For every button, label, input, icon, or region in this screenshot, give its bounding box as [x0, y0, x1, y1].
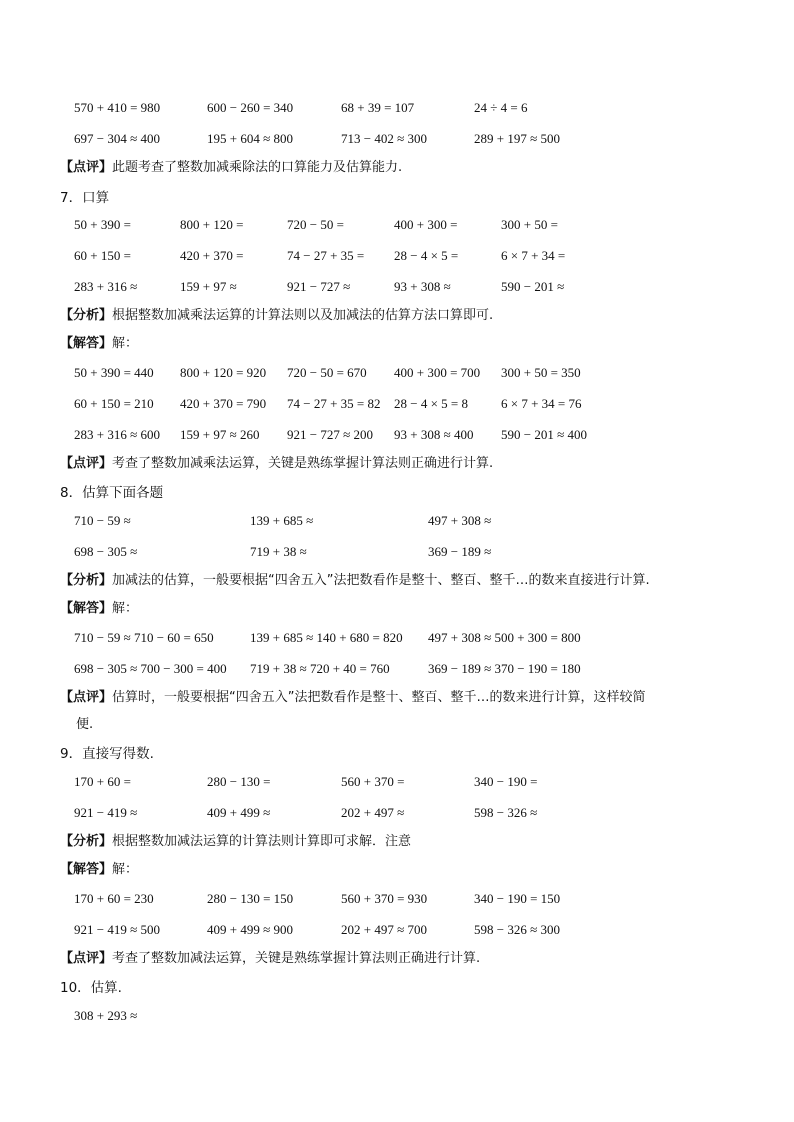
equation: 202 + 497 ≈ 700: [341, 922, 427, 937]
review-tag: 【点评】: [60, 160, 113, 175]
q8-title: 8．估算下面各题: [60, 485, 164, 501]
review-tag: 【点评】: [60, 690, 113, 705]
review-text: 估算时，一般要根据“四舍五入”法把数看作是整十、整百、整千…的数来进行计算，这样较简: [112, 690, 646, 705]
problem: 560 + 370 =: [341, 774, 405, 789]
problem: 921 − 727 ≈: [287, 279, 351, 294]
q9-analysis: [60, 830, 760, 854]
equation: 697 − 304 ≈ 400: [74, 131, 160, 146]
equation: 800 + 120 = 920: [180, 365, 267, 380]
solution-tag: 【解答】: [60, 862, 113, 877]
q9-title: 9．直接写得数.: [60, 746, 154, 762]
problem: 28 − 4 × 5 =: [394, 248, 459, 263]
equation: 420 + 370 = 790: [180, 396, 267, 411]
q9-problem-row-1: [60, 770, 760, 794]
problem: 280 − 130 =: [207, 774, 271, 789]
review-text: 此题考查了整数加减乘除法的口算能力及估算能力.: [112, 160, 403, 175]
equation: 698 − 305 ≈ 700 − 300 = 400: [74, 661, 227, 676]
equation: 400 + 300 = 700: [394, 365, 481, 380]
problem: 590 − 201 ≈: [501, 279, 565, 294]
problem: 74 − 27 + 35 =: [287, 248, 365, 263]
q6-answer-row-2: [60, 127, 760, 151]
problem: 202 + 497 ≈: [341, 805, 405, 820]
equation: 74 − 27 + 35 = 82: [287, 396, 381, 411]
review-text: 考查了整数加减乘法运算，关键是熟练掌握计算法则正确进行计算.: [112, 456, 494, 471]
problem: 340 − 190 =: [474, 774, 538, 789]
problem: 139 + 685 ≈: [250, 513, 314, 528]
q9-review: [60, 947, 760, 971]
problem: 420 + 370 =: [180, 248, 244, 263]
equation: 289 + 197 ≈ 500: [474, 131, 560, 146]
q7-analysis: [60, 304, 760, 328]
q8-analysis: [60, 569, 760, 593]
q7-title: 7．口算: [60, 190, 110, 206]
analysis-tag: 【分析】: [60, 308, 113, 323]
equation: 713 − 402 ≈ 300: [341, 131, 427, 146]
q8-answer-row-2: [60, 657, 760, 681]
equation: 409 + 499 ≈ 900: [207, 922, 293, 937]
analysis-text: 根据整数加减乘法运算的计算法则以及加减法的估算方法口算即可.: [112, 308, 494, 323]
equation: 24 ÷ 4 = 6: [474, 100, 528, 115]
equation: 560 + 370 = 930: [341, 891, 428, 906]
q9-problem-row-2: [60, 801, 760, 825]
q7-answer-row-3: [60, 423, 760, 447]
q10-title: 10．估算.: [60, 980, 122, 996]
problem: 60 + 150 =: [74, 248, 131, 263]
analysis-text: 根据整数加减法运算的计算法则计算即可求解．注意: [112, 834, 412, 849]
q7-answer-row-1: [60, 361, 760, 385]
q7-review: [60, 452, 760, 476]
problem: 719 + 38 ≈: [250, 544, 307, 559]
problem: 598 − 326 ≈: [474, 805, 538, 820]
equation: 497 + 308 ≈ 500 + 300 = 800: [428, 630, 581, 645]
q7-answer-row-2: [60, 392, 760, 416]
equation: 139 + 685 ≈ 140 + 680 = 820: [250, 630, 403, 645]
q8-answer-row-1: [60, 626, 760, 650]
problem: 710 − 59 ≈: [74, 513, 131, 528]
q8-solution-label: [60, 597, 760, 621]
equation: 598 − 326 ≈ 300: [474, 922, 560, 937]
equation: 283 + 316 ≈ 600: [74, 427, 160, 442]
problem: 170 + 60 =: [74, 774, 131, 789]
equation: 93 + 308 ≈ 400: [394, 427, 474, 442]
equation: 60 + 150 = 210: [74, 396, 154, 411]
problem: 720 − 50 =: [287, 217, 344, 232]
problem: 497 + 308 ≈: [428, 513, 492, 528]
problem: 283 + 316 ≈: [74, 279, 138, 294]
equation: 280 − 130 = 150: [207, 891, 294, 906]
q10-problem-row-1: [60, 1004, 760, 1028]
problem: 300 + 50 =: [501, 217, 558, 232]
problem: 369 − 189 ≈: [428, 544, 492, 559]
q8-review-continued: 便.: [76, 717, 94, 732]
equation: 570 + 410 = 980: [74, 100, 161, 115]
equation: 921 − 727 ≈ 200: [287, 427, 373, 442]
problem: 308 + 293 ≈: [74, 1008, 138, 1023]
equation: 50 + 390 = 440: [74, 365, 154, 380]
equation: 710 − 59 ≈ 710 − 60 = 650: [74, 630, 214, 645]
q9-answer-row-1: [60, 887, 760, 911]
problem: 698 − 305 ≈: [74, 544, 138, 559]
equation: 600 − 260 = 340: [207, 100, 294, 115]
q8-problem-row-1: [60, 509, 760, 533]
analysis-text: 加减法的估算，一般要根据“四舍五入”法把数看作是整十、整百、整千…的数来直接进行计算.: [112, 573, 650, 588]
problem: 159 + 97 ≈: [180, 279, 237, 294]
problem: 93 + 308 ≈: [394, 279, 451, 294]
equation: 719 + 38 ≈ 720 + 40 = 760: [250, 661, 390, 676]
equation: 159 + 97 ≈ 260: [180, 427, 260, 442]
solution-tag: 【解答】: [60, 601, 113, 616]
problem: 921 − 419 ≈: [74, 805, 138, 820]
q9-solution-label: [60, 858, 760, 882]
equation: 28 − 4 × 5 = 8: [394, 396, 468, 411]
problem: 6 × 7 + 34 =: [501, 248, 566, 263]
review-tag: 【点评】: [60, 456, 113, 471]
equation: 369 − 189 ≈ 370 − 190 = 180: [428, 661, 581, 676]
solution-text: 解：: [112, 862, 139, 877]
q7-problem-row-3: [60, 275, 760, 299]
equation: 340 − 190 = 150: [474, 891, 561, 906]
equation: 6 × 7 + 34 = 76: [501, 396, 582, 411]
analysis-tag: 【分析】: [60, 573, 113, 588]
problem: 50 + 390 =: [74, 217, 131, 232]
equation: 590 − 201 ≈ 400: [501, 427, 587, 442]
q7-solution-label: [60, 332, 760, 356]
analysis-tag: 【分析】: [60, 834, 113, 849]
q8-problem-row-2: [60, 540, 760, 564]
equation: 720 − 50 = 670: [287, 365, 367, 380]
equation: 68 + 39 = 107: [341, 100, 415, 115]
solution-tag: 【解答】: [60, 336, 113, 351]
equation: 300 + 50 = 350: [501, 365, 581, 380]
problem: 409 + 499 ≈: [207, 805, 271, 820]
q9-answer-row-2: [60, 918, 760, 942]
review-tag: 【点评】: [60, 951, 113, 966]
q6-review: [60, 156, 760, 180]
review-text: 考查了整数加减法运算，关键是熟练掌握计算法则正确进行计算.: [112, 951, 481, 966]
q7-problem-row-1: [60, 213, 760, 237]
equation: 170 + 60 = 230: [74, 891, 154, 906]
solution-text: 解：: [112, 601, 139, 616]
q6-answer-row-1: [60, 96, 760, 120]
problem: 800 + 120 =: [180, 217, 244, 232]
equation: 195 + 604 ≈ 800: [207, 131, 293, 146]
q7-problem-row-2: [60, 244, 760, 268]
solution-text: 解：: [112, 336, 139, 351]
equation: 921 − 419 ≈ 500: [74, 922, 160, 937]
problem: 400 + 300 =: [394, 217, 458, 232]
q8-review: [60, 686, 760, 710]
